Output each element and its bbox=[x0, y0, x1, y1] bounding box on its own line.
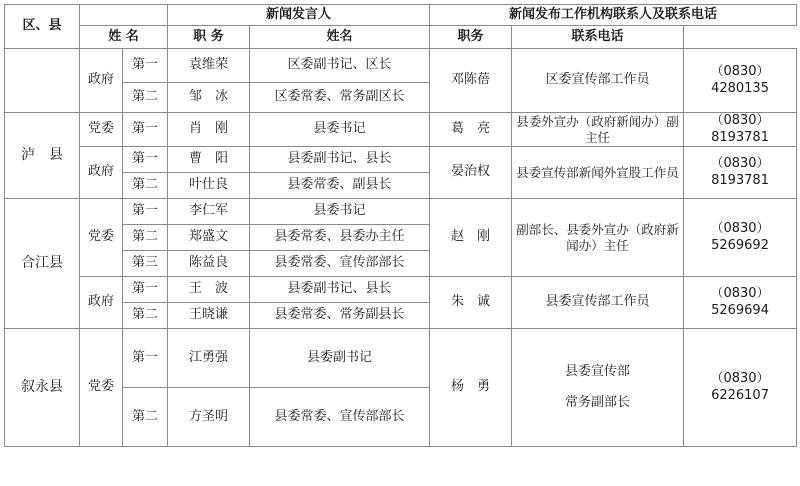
name-cell: 曹 阳 bbox=[168, 147, 250, 173]
contact-post-cell bbox=[512, 329, 684, 447]
header-blank bbox=[80, 5, 168, 26]
order-cell: 第一 bbox=[123, 113, 168, 147]
post-cell: 县委书记 bbox=[250, 199, 430, 225]
order-cell: 第二 bbox=[123, 173, 168, 199]
order-cell: 第一 bbox=[123, 329, 168, 388]
phone-cell: （0830）5269694 bbox=[684, 277, 797, 329]
table-row bbox=[5, 49, 797, 83]
post-cell: 区委副书记、区长 bbox=[250, 49, 430, 83]
spokesperson-table bbox=[4, 4, 797, 447]
header-district: 区、县 bbox=[5, 5, 80, 49]
name-cell: 王 波 bbox=[168, 277, 250, 303]
org-cell: 党委 bbox=[80, 329, 123, 447]
post-cell: 区委常委、常务副区长 bbox=[250, 83, 430, 113]
district-cell bbox=[5, 49, 80, 113]
order-cell: 第二 bbox=[123, 83, 168, 113]
name-cell: 肖 刚 bbox=[168, 113, 250, 147]
table-row bbox=[5, 113, 797, 147]
name-cell: 郑盛文 bbox=[168, 225, 250, 251]
order-cell: 第二 bbox=[123, 303, 168, 329]
post-cell: 县委常委、县委办主任 bbox=[250, 225, 430, 251]
order-cell: 第三 bbox=[123, 251, 168, 277]
header-contact-name: 姓名 bbox=[250, 26, 430, 49]
order-cell: 第一 bbox=[123, 277, 168, 303]
contact-post-cell: 副部长、县委外宣办（政府新闻办）主任 bbox=[512, 199, 684, 277]
order-cell: 第一 bbox=[123, 49, 168, 83]
org-cell: 政府 bbox=[80, 147, 123, 199]
post-cell: 县委常委、宣传部部长 bbox=[250, 251, 430, 277]
name-cell: 王晓谦 bbox=[168, 303, 250, 329]
name-cell: 江勇强 bbox=[168, 329, 250, 388]
name-cell: 方圣明 bbox=[168, 388, 250, 447]
post-cell: 县委常委、常务副县长 bbox=[250, 303, 430, 329]
table-row bbox=[5, 199, 797, 225]
district-cell: 泸 县 bbox=[5, 113, 80, 199]
contact-post-cell: 县委外宣办（政府新闻办）副主任 bbox=[512, 113, 684, 147]
header-name: 姓 名 bbox=[80, 26, 168, 49]
table-row bbox=[5, 277, 797, 303]
post-cell: 县委书记 bbox=[250, 113, 430, 147]
org-cell: 党委 bbox=[80, 113, 123, 147]
contact-post-line: 县委宣传部 bbox=[565, 364, 631, 380]
phone-cell: （0830）5269692 bbox=[684, 199, 797, 277]
phone-cell: （0830）4280135 bbox=[684, 49, 797, 113]
contact-post-line: 常务副部长 bbox=[565, 394, 631, 410]
district-cell: 合江县 bbox=[5, 199, 80, 329]
order-cell: 第二 bbox=[123, 388, 168, 447]
contact-name-cell: 晏治权 bbox=[430, 147, 512, 199]
header-contact-post: 职务 bbox=[430, 26, 512, 49]
phone-cell: （0830）8193781 bbox=[684, 147, 797, 199]
contact-post-cell: 县委宣传部工作员 bbox=[512, 277, 684, 329]
contact-name-cell: 赵 刚 bbox=[430, 199, 512, 277]
header-post: 职 务 bbox=[168, 26, 250, 49]
name-cell: 邹 冰 bbox=[168, 83, 250, 113]
order-cell: 第一 bbox=[123, 147, 168, 173]
contact-name-cell: 朱 诚 bbox=[430, 277, 512, 329]
post-cell: 县委常委、宣传部部长 bbox=[250, 388, 430, 447]
org-cell: 政府 bbox=[80, 277, 123, 329]
contact-post-cell: 区委宣传部工作员 bbox=[512, 49, 684, 113]
header-contact-org: 新闻发布工作机构联系人及联系电话 bbox=[430, 5, 797, 26]
contact-name-cell: 杨 勇 bbox=[430, 329, 512, 447]
header-phone: 联系电话 bbox=[512, 26, 684, 49]
phone-cell: （0830）6226107 bbox=[684, 329, 797, 447]
phone-cell: （0830）8193781 bbox=[684, 113, 797, 147]
header-spokesperson: 新闻发言人 bbox=[168, 5, 430, 26]
table-row bbox=[5, 329, 797, 388]
header-row-1 bbox=[5, 5, 797, 26]
org-cell: 政府 bbox=[80, 49, 123, 113]
contact-name-cell: 葛 亮 bbox=[430, 113, 512, 147]
contact-name-cell: 邓陈蓓 bbox=[430, 49, 512, 113]
post-cell: 县委副书记、县长 bbox=[250, 147, 430, 173]
order-cell: 第二 bbox=[123, 225, 168, 251]
name-cell: 叶仕良 bbox=[168, 173, 250, 199]
post-cell: 县委副书记 bbox=[250, 329, 430, 388]
name-cell: 李仁军 bbox=[168, 199, 250, 225]
contact-post-cell: 县委宣传部新闻外宣股工作员 bbox=[512, 147, 684, 199]
org-cell: 党委 bbox=[80, 199, 123, 277]
order-cell: 第一 bbox=[123, 199, 168, 225]
post-cell: 县委常委、副县长 bbox=[250, 173, 430, 199]
post-cell: 县委副书记、县长 bbox=[250, 277, 430, 303]
name-cell: 陈益良 bbox=[168, 251, 250, 277]
name-cell: 袁维荣 bbox=[168, 49, 250, 83]
header-row-2 bbox=[5, 26, 797, 49]
district-cell: 叙永县 bbox=[5, 329, 80, 447]
table-row bbox=[5, 147, 797, 173]
